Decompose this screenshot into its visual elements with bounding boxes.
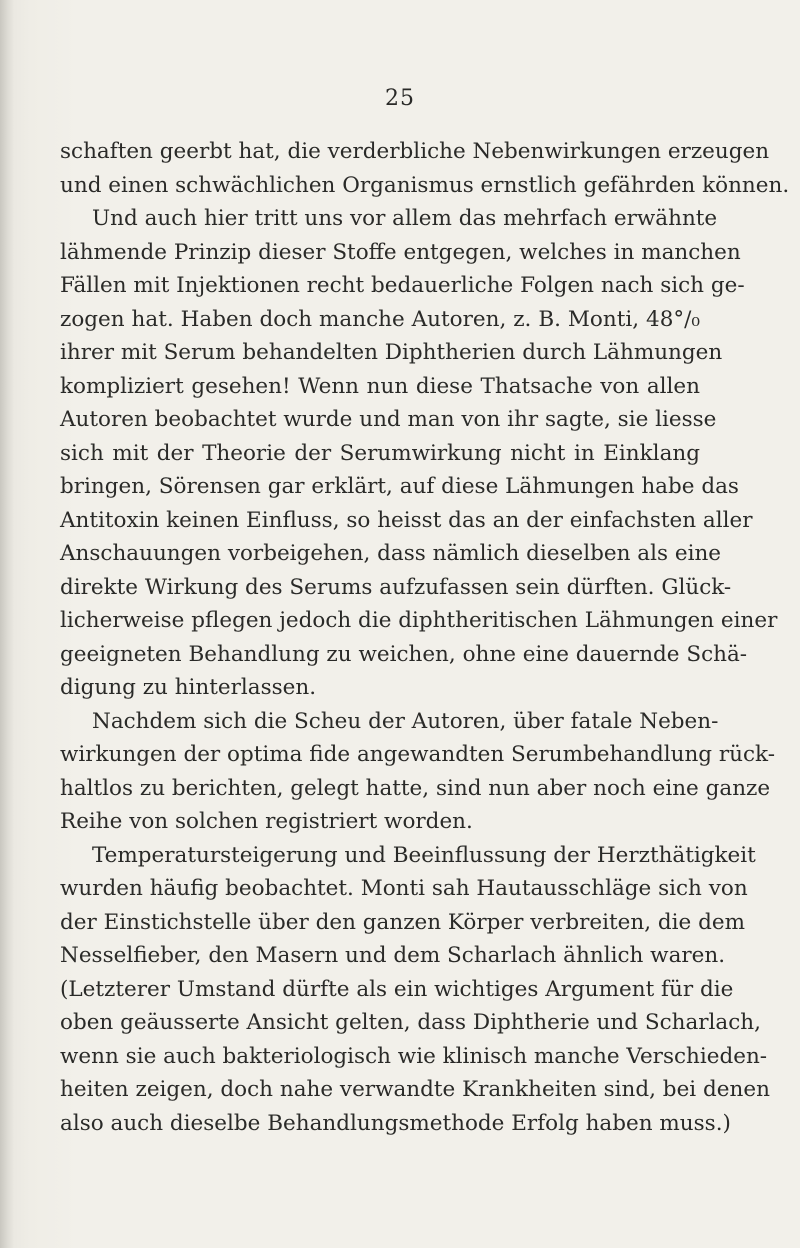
text-line: oben geäusserte Ansicht gelten, dass Diphtherie und Scharlach, bbox=[60, 1010, 761, 1035]
page-spine-shadow bbox=[0, 0, 14, 1248]
text-line: also auch dieselbe Behandlungsmethode Erfolg haben muss.) bbox=[60, 1110, 731, 1136]
text-line: und einen schwächlichen Organismus ernstlich gefährden können. bbox=[60, 172, 790, 198]
text-line: Reihe von solchen registriert worden. bbox=[60, 809, 473, 834]
text-line: Antitoxin keinen Einfluss, so heisst das an der einfachsten aller bbox=[60, 507, 753, 533]
text-line: Und auch hier tritt uns vor allem das mehrfach erwähnte bbox=[92, 206, 718, 231]
text-line: (Letzterer Umstand dürfte als ein wichtiges Argument für die bbox=[60, 976, 734, 1002]
text-line: Nachdem sich die Scheu der Autoren, über fatale Neben- bbox=[92, 708, 719, 734]
text-line: licherweise pflegen jedoch die diphtheritischen Lähmungen einer bbox=[60, 608, 778, 633]
text-line: geeigneten Behandlung zu weichen, ohne eine dauernde Schä- bbox=[60, 641, 748, 667]
text-line: wenn sie auch bakteriologisch wie klinisch manche Verschieden- bbox=[60, 1043, 768, 1069]
text-line: Autoren beobachtet wurde und man von ihr sagte, sie liesse bbox=[60, 407, 717, 432]
text-line: sich mit der Theorie der Serumwirkung nicht in Einklang bbox=[60, 440, 700, 466]
text-line: ihrer mit Serum behandelten Diphtherien durch Lähmungen bbox=[60, 340, 723, 365]
text-line: haltlos zu berichten, gelegt hatte, sind nun aber noch eine ganze bbox=[60, 775, 771, 801]
text-line: der Einstichstelle über den ganzen Körper verbreiten, die dem bbox=[60, 909, 745, 935]
text-line: heiten zeigen, doch nahe verwandte Krankheiten sind, bei denen bbox=[60, 1077, 770, 1102]
text-line: wirkungen der optima fide angewandten Serumbehandlung rück- bbox=[60, 742, 775, 767]
text-line: Nesselfieber, den Masern und dem Scharlach ähnlich waren. bbox=[60, 943, 726, 968]
text-line: Anschauungen vorbeigehen, dass nämlich dieselben als eine bbox=[60, 541, 722, 566]
text-line: bringen, Sörensen gar erklärt, auf diese Lähmungen habe das bbox=[60, 474, 739, 499]
body-text bbox=[60, 135, 790, 1140]
text-line: kompliziert gesehen! Wenn nun diese Thatsache von allen bbox=[60, 373, 700, 399]
text-line: schaften geerbt hat, die verderbliche Nebenwirkungen erzeugen bbox=[60, 139, 770, 164]
text-line: Temperatursteigerung und Beeinflussung der Herzthätigkeit bbox=[92, 842, 756, 868]
text-line: zogen hat. Haben doch manche Autoren, z. B. Monti, 48°/₀ bbox=[60, 306, 700, 332]
text-line: wurden häufig beobachtet. Monti sah Hautausschläge sich von bbox=[60, 876, 748, 901]
text-line: direkte Wirkung des Serums aufzufassen sein dürften. Glück- bbox=[60, 574, 732, 600]
text-line: lähmende Prinzip dieser Stoffe entgegen, welches in manchen bbox=[60, 239, 741, 265]
page-number: 25 bbox=[385, 86, 415, 111]
text-line: Fällen mit Injektionen recht bedauerliche Folgen nach sich ge- bbox=[60, 273, 745, 298]
text-line: digung zu hinterlassen. bbox=[60, 675, 317, 700]
